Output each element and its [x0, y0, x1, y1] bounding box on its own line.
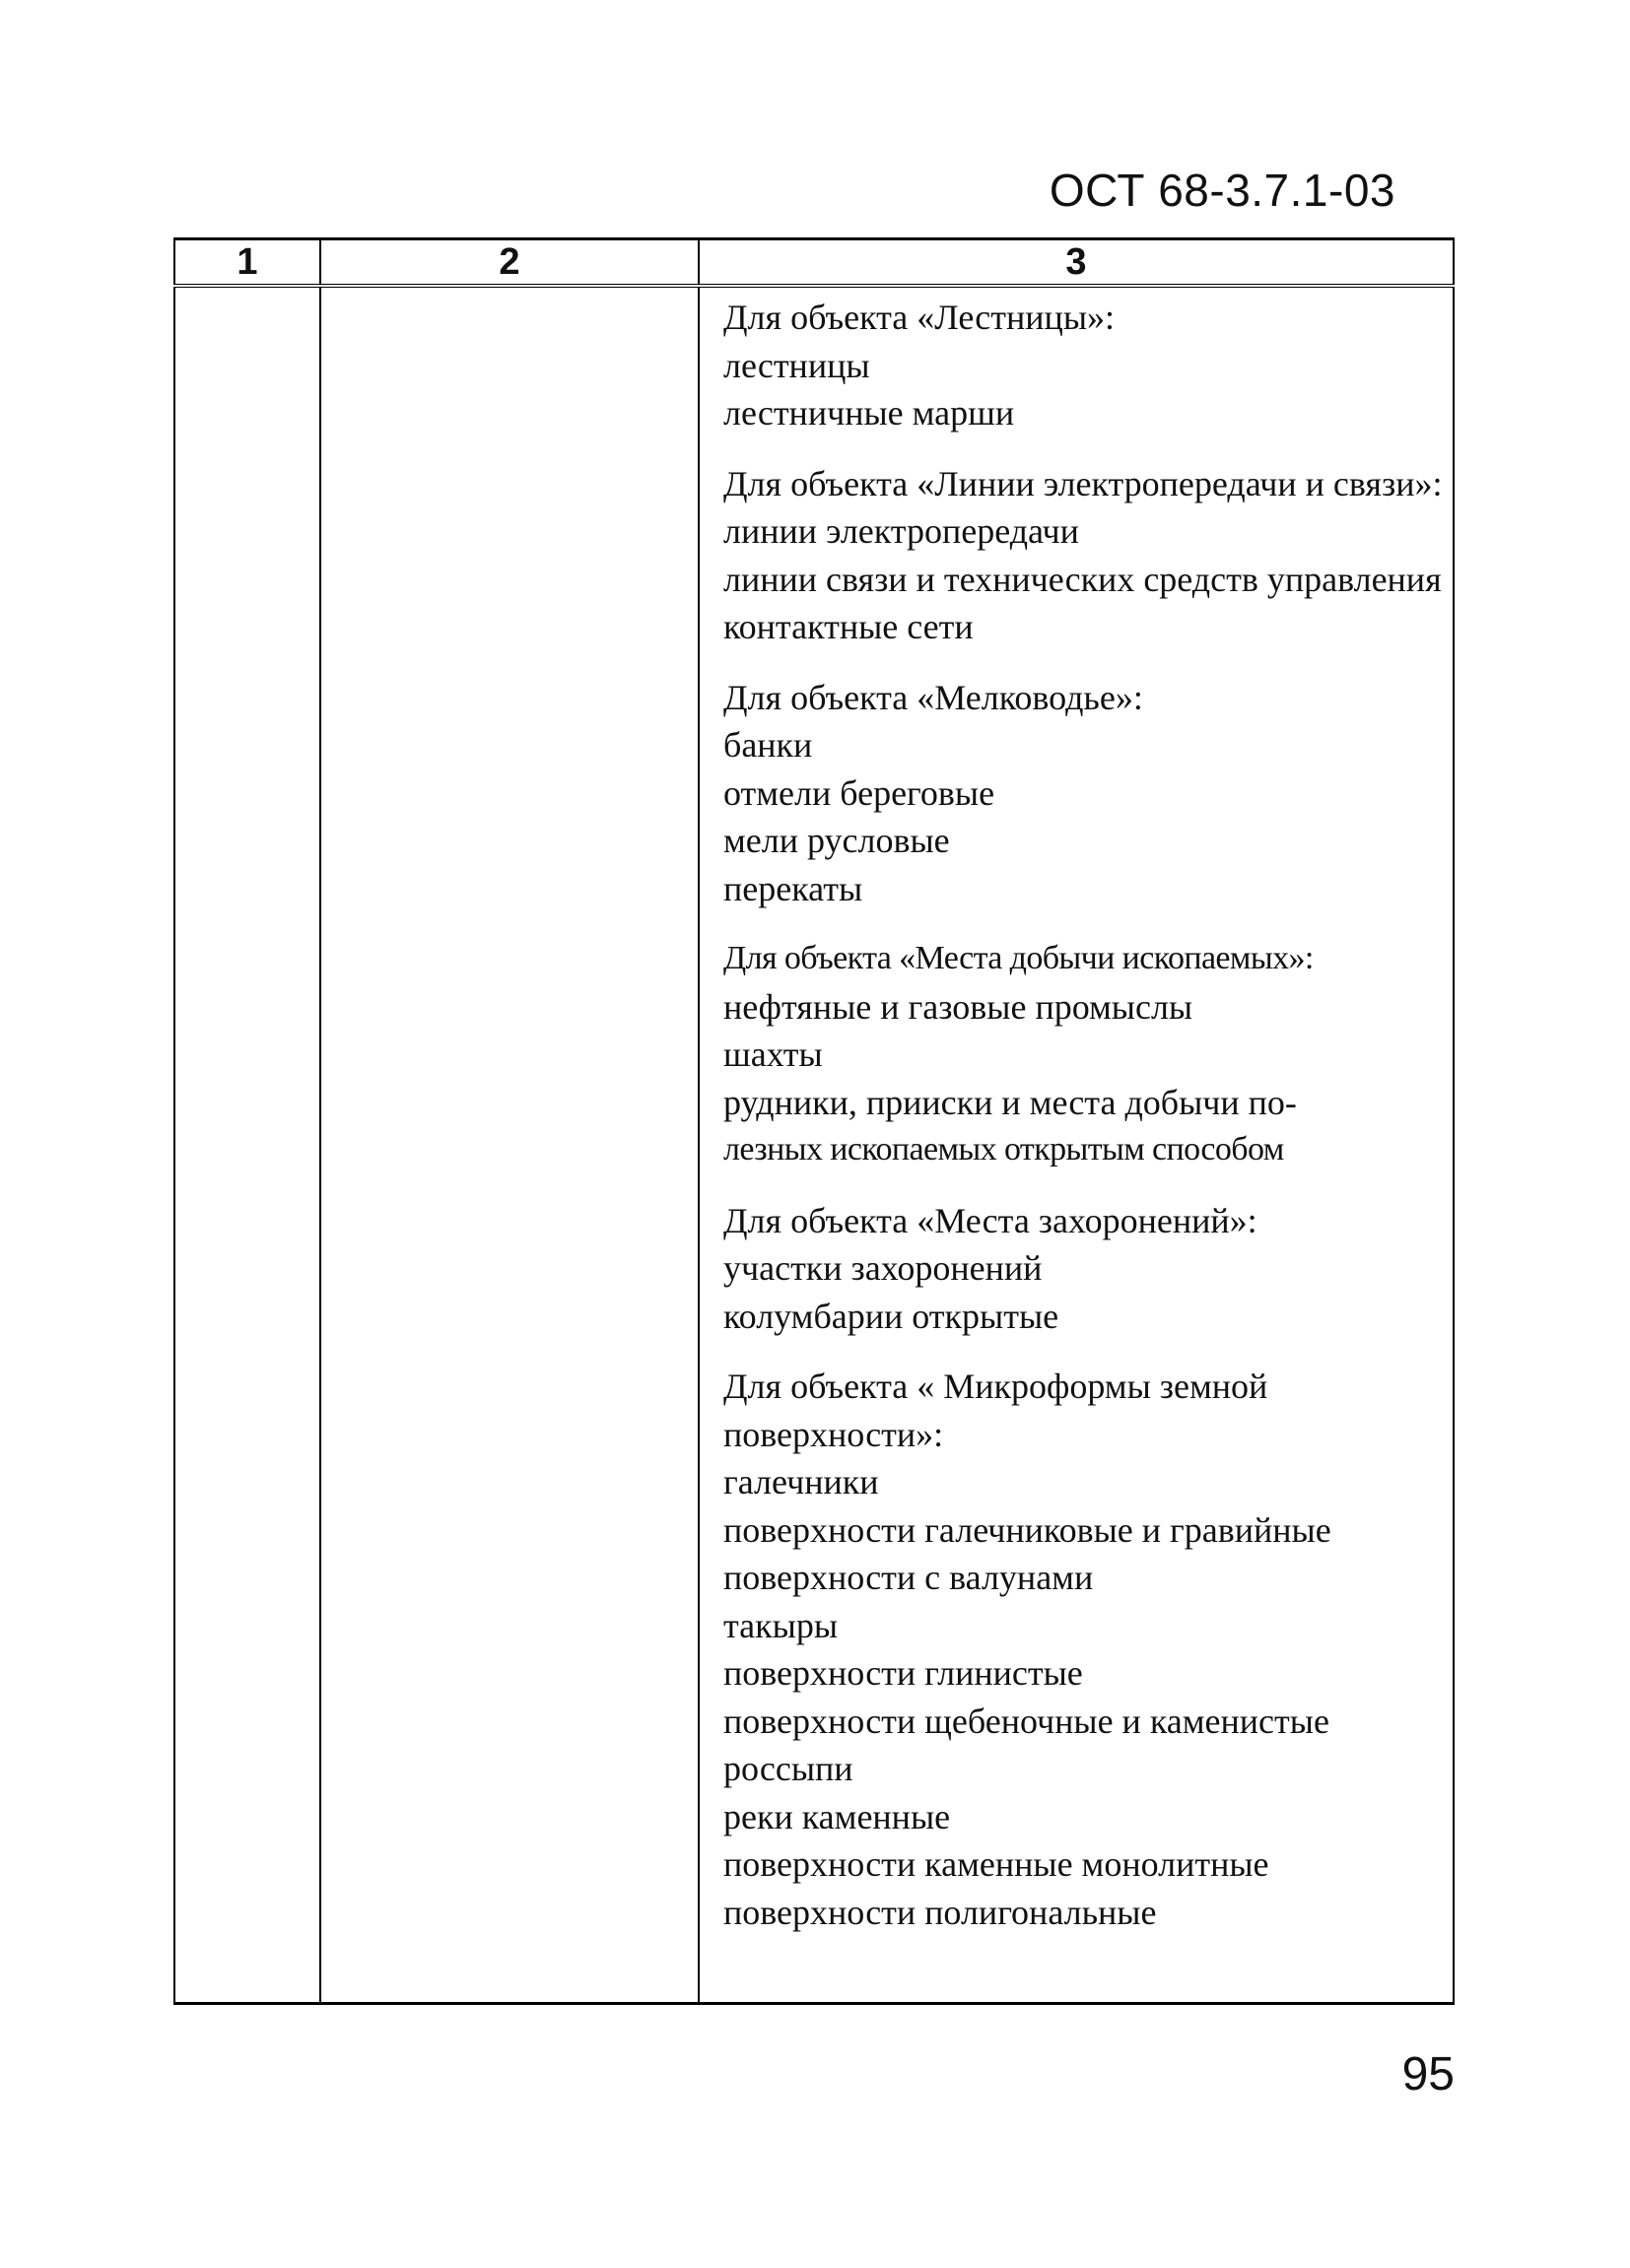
list-item: такыры [723, 1605, 839, 1645]
list-item: перекаты [723, 868, 863, 908]
column-3-cell [699, 286, 1454, 2004]
column-header-2: 2 [320, 239, 699, 287]
group-heading: Для объекта «Места добычи ископаемых»: [723, 940, 1314, 976]
list-item: россыпи [723, 1749, 853, 1788]
document-code: ОСТ 68-3.7.1-03 [1049, 165, 1395, 216]
column-header-3: 3 [699, 239, 1454, 287]
list-item: лезных ископаемых открытым способом [723, 1131, 1284, 1167]
list-item: мели русловые [723, 821, 950, 860]
list-item: поверхности галечниковые и гравийные [723, 1509, 1331, 1550]
list-item: поверхности каменные монолитные [723, 1844, 1269, 1884]
table-row [174, 286, 1454, 2004]
column-header-1: 1 [174, 239, 320, 287]
column-2-cell [320, 286, 699, 2004]
group-stairs [723, 294, 1443, 437]
list-item: колумбарии открытые [723, 1296, 1059, 1336]
table-header-row [174, 239, 1454, 287]
classification-table [173, 237, 1455, 2005]
group-burial-sites [723, 1197, 1443, 1341]
list-item: шахты [723, 1034, 823, 1074]
group-heading: Для объекта «Линии электропередачи и связи»: [723, 463, 1443, 503]
list-item: лестницы [723, 345, 870, 385]
column-1-cell [174, 286, 320, 2004]
list-item: поверхности глинистые [723, 1653, 1083, 1693]
list-item: нефтяные и газовые промыслы [723, 986, 1193, 1027]
list-item: лестничные марши [723, 393, 1015, 433]
list-item: отмели береговые [723, 772, 995, 813]
list-item: участки захоронений [723, 1248, 1043, 1288]
list-item: линии связи и технических средств управления [723, 559, 1442, 599]
list-item: галечники [723, 1462, 879, 1501]
group-heading: Для объекта «Мелководье»: [723, 677, 1143, 717]
group-mining-sites [723, 935, 1443, 1174]
page-number: 95 [1401, 2048, 1455, 2101]
group-shallows [723, 674, 1443, 913]
group-power-lines [723, 460, 1443, 651]
list-item: поверхности полигональные [723, 1892, 1157, 1932]
list-item: поверхности щебеночные и каменистые [723, 1701, 1329, 1741]
group-heading: Для объекта « Микроформы земной поверхности»: [723, 1367, 1268, 1454]
list-item: рудники, прииски и места добычи по- [723, 1082, 1297, 1122]
list-item: линии электропередачи [723, 511, 1079, 551]
group-heading: Для объекта «Лестницы»: [723, 298, 1116, 337]
list-item: поверхности с валунами [723, 1558, 1094, 1597]
group-microforms [723, 1363, 1443, 1936]
list-item: реки каменные [723, 1796, 951, 1836]
list-item: контактные сети [723, 607, 974, 646]
group-heading: Для объекта «Места захоронений»: [723, 1200, 1257, 1240]
list-item: банки [723, 725, 813, 765]
